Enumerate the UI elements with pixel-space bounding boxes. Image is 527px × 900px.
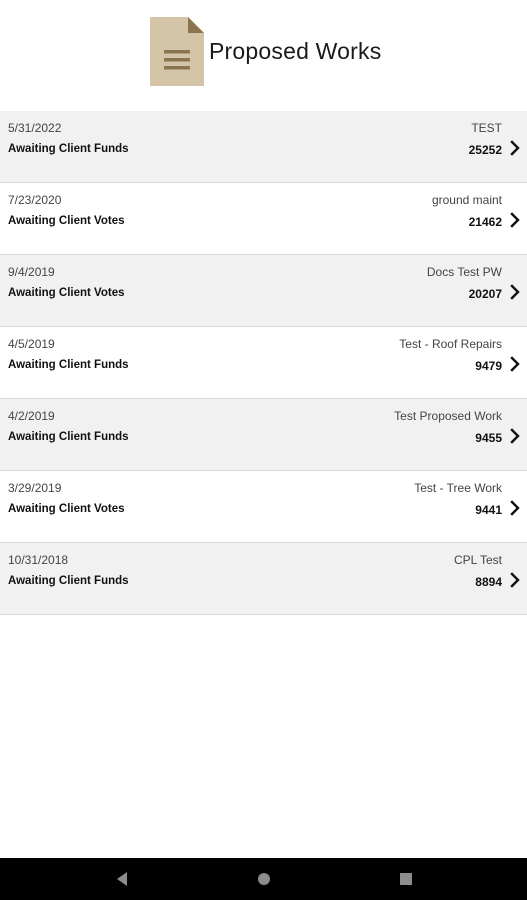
list-item[interactable] xyxy=(0,543,527,615)
proposed-works-list xyxy=(0,111,527,615)
item-name: Test Proposed Work xyxy=(394,409,502,423)
item-status: Awaiting Client Funds xyxy=(8,359,129,371)
recents-icon[interactable] xyxy=(394,868,418,890)
page-title: Proposed Works xyxy=(209,38,382,64)
item-number: 20207 xyxy=(468,287,502,301)
item-name: Test - Roof Repairs xyxy=(399,337,502,351)
item-status: Awaiting Client Funds xyxy=(8,143,129,155)
item-date: 4/5/2019 xyxy=(8,337,55,351)
item-number: 9441 xyxy=(475,503,502,517)
item-date: 7/23/2020 xyxy=(8,193,62,207)
back-icon[interactable] xyxy=(110,868,134,890)
chevron-right-icon[interactable] xyxy=(509,284,521,300)
document-list-icon xyxy=(150,17,204,86)
list-item[interactable] xyxy=(0,183,527,255)
list-item[interactable] xyxy=(0,255,527,327)
system-navigation-bar xyxy=(0,858,527,900)
item-status: Awaiting Client Funds xyxy=(8,431,129,443)
app-header xyxy=(0,0,527,111)
item-name: TEST xyxy=(471,121,502,135)
item-status: Awaiting Client Funds xyxy=(8,575,129,587)
item-name: CPL Test xyxy=(453,553,502,567)
item-date: 9/4/2019 xyxy=(8,265,55,279)
chevron-right-icon[interactable] xyxy=(509,428,521,444)
item-date: 10/31/2018 xyxy=(8,553,69,567)
home-icon[interactable] xyxy=(252,868,276,890)
list-item[interactable] xyxy=(0,399,527,471)
list-item[interactable] xyxy=(0,327,527,399)
chevron-right-icon[interactable] xyxy=(509,500,521,516)
item-name: Docs Test PW xyxy=(426,265,502,279)
item-name: Test - Tree Work xyxy=(414,481,502,495)
item-number: 21462 xyxy=(468,215,502,229)
list-item[interactable] xyxy=(0,111,527,183)
item-number: 25252 xyxy=(468,143,502,157)
item-number: 8894 xyxy=(475,575,502,589)
item-status: Awaiting Client Votes xyxy=(8,215,125,227)
chevron-right-icon[interactable] xyxy=(509,572,521,588)
item-date: 4/2/2019 xyxy=(8,409,55,423)
chevron-right-icon[interactable] xyxy=(509,356,521,372)
chevron-right-icon[interactable] xyxy=(509,140,521,156)
item-status: Awaiting Client Votes xyxy=(8,503,125,515)
item-number: 9479 xyxy=(475,359,502,373)
item-status: Awaiting Client Votes xyxy=(8,287,125,299)
item-date: 3/29/2019 xyxy=(8,481,62,495)
item-name: ground maint xyxy=(431,193,502,207)
chevron-right-icon[interactable] xyxy=(509,212,521,228)
list-item[interactable] xyxy=(0,471,527,543)
item-number: 9455 xyxy=(475,431,502,445)
item-date: 5/31/2022 xyxy=(8,121,62,135)
